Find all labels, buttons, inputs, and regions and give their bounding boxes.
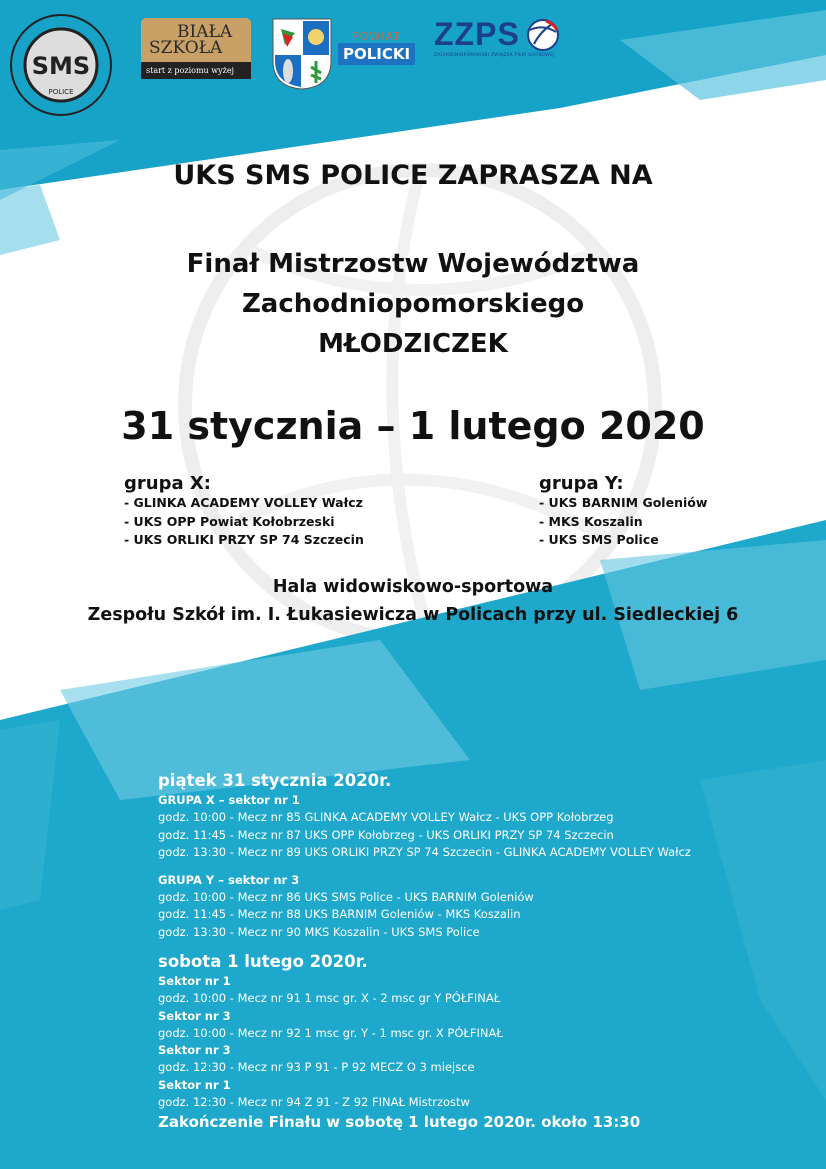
match-line: godz. 11:45 - Mecz nr 87 UKS OPP Kołobrzeg - UKS ORLIKI PRZY SP 74 Szczecin [158,827,614,842]
group-title: grupa X: [124,473,211,494]
schedule [158,770,691,1133]
section-label: Sektor nr 3 [158,1043,231,1057]
group-x [124,474,364,550]
event-title-line: Zachodniopomorskiego [241,289,585,319]
powiat-crest-logo [271,17,333,91]
logo-subtitle: ZACHODNIOPOMORSKI ZWIĄZEK PIŁKI SIATKOWEJ [434,53,555,58]
event-title-line: MŁODZICZEK [318,329,508,359]
group-y [539,474,707,550]
team-item: - UKS BARNIM Goleniów [539,495,708,510]
match-line: godz. 13:30 - Mecz nr 89 UKS ORLIKI PRZY SP 74 Szczecin - GLINKA ACADEMY VOLLEY Wałcz [158,845,691,859]
match-line: godz. 10:00 - Mecz nr 92 1 msc gr. Y - 1 msc gr. X PÓŁFINAŁ [158,1025,503,1040]
group-title: grupa Y: [539,473,624,494]
section-label: Sektor nr 1 [158,974,231,988]
event-title [0,244,826,364]
venue-line: Hala widowiskowo-sportowa [272,577,554,597]
section-label: GRUPA X – sektor nr 1 [158,793,300,807]
team-item: - UKS ORLIKI PRZY SP 74 Szczecin [124,532,364,547]
match-line: godz. 12:30 - Mecz nr 94 Z 91 - Z 92 FINAŁ Mistrzostw [158,1094,470,1109]
logo-text: ZZPS [434,16,520,52]
sms-police-logo [8,12,114,118]
event-dates: 31 stycznia – 1 lutego 2020 [121,404,705,448]
venue [0,573,826,629]
svg-text:SMS: SMS [31,52,91,80]
venue-line: Zespołu Szkół im. I. Łukasiewicza w Policach przy ul. Siedleckiej 6 [87,605,739,625]
logo-text: POWIAT [352,30,401,43]
invite-heading: UKS SMS POLICE ZAPRASZA NA [173,160,653,191]
zzps-logo [434,16,560,58]
volleyball-icon [526,18,560,52]
team-item: - UKS SMS Police [539,532,659,547]
match-line: godz. 10:00 - Mecz nr 91 1 msc gr. X - 2 msc gr Y PÓŁFINAŁ [158,991,501,1005]
team-item: - GLINKA ACADEMY VOLLEY Wałcz [124,495,363,510]
team-item: - MKS Koszalin [539,513,643,529]
section-label: Sektor nr 3 [158,1008,231,1023]
powiat-policki-logo [338,30,415,65]
match-line: godz. 13:30 - Mecz nr 90 MKS Koszalin - UKS SMS Police [158,924,480,939]
match-line: godz. 10:00 - Mecz nr 85 GLINKA ACADEMY VOLLEY Wałcz - UKS OPP Kołobrzeg [158,810,614,824]
team-item: - UKS OPP Powiat Kołobrzeski [124,513,335,529]
section-label: GRUPA Y – sektor nr 3 [158,872,300,887]
match-line: godz. 10:00 - Mecz nr 86 UKS SMS Police - UKS BARNIM Goleniów [158,889,534,904]
day-title: sobota 1 lutego 2020r. [158,952,368,971]
logo-text: POLICKI [338,43,415,65]
section-label: Sektor nr 1 [158,1077,231,1092]
logo-text: SZKOŁA [149,38,223,58]
closing-note: Zakończenie Finału w sobotę 1 lutego 2020r. około 13:30 [158,1113,641,1131]
svg-text:POLICE: POLICE [48,88,74,96]
match-line: godz. 11:45 - Mecz nr 88 UKS BARNIM Goleniów - MKS Koszalin [158,907,521,921]
biala-szkola-logo [141,18,251,90]
day-title: piątek 31 stycznia 2020r. [158,771,392,790]
event-title-line: Finał Mistrzostw Województwa [186,249,640,279]
match-line: godz. 12:30 - Mecz nr 93 P 91 - P 92 MECZ O 3 miejsce [158,1060,475,1074]
logo-tagline: start z poziomu wyżej [141,62,251,79]
logo-text: BIAŁA [177,22,233,42]
